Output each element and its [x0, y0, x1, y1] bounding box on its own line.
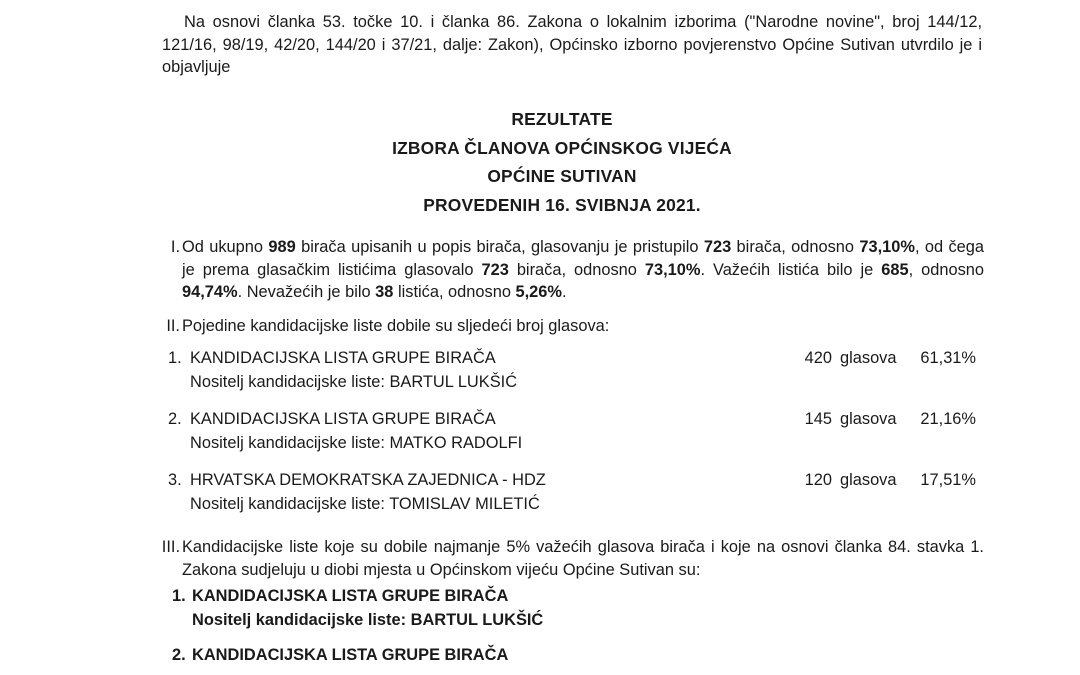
list-name: KANDIDACIJSKA LISTA GRUPE BIRAČA	[192, 587, 509, 605]
list-name: HRVATSKA DEMOKRATSKA ZAJEDNICA - HDZ	[190, 471, 546, 489]
list-number: 1.	[172, 587, 186, 605]
votes-unit: glasova	[840, 349, 897, 367]
list-holder: Nositelj kandidacijske liste: TOMISLAV MILETIĆ	[190, 495, 540, 513]
list-number: 2.	[172, 646, 186, 664]
turnout-percent: 73,10%	[859, 238, 915, 256]
registered-voters-count: 989	[268, 238, 296, 256]
section-2	[150, 315, 984, 338]
voted-count: 723	[703, 238, 732, 256]
title-line-1: REZULTATE	[511, 109, 613, 129]
list-percent: 17,51%	[920, 471, 976, 489]
section-1-number: I.	[170, 238, 180, 256]
s1-text-part: .	[561, 283, 567, 301]
list-result-1	[168, 346, 980, 394]
section-3-number: III.	[161, 538, 180, 556]
section-1-text	[182, 236, 984, 304]
title-line-4: PROVEDENIH 16. SVIBNJA 2021.	[423, 194, 701, 215]
list-name: KANDIDACIJSKA LISTA GRUPE BIRAČA	[192, 646, 509, 664]
list-votes: 145	[804, 410, 832, 428]
list-percent: 61,31%	[920, 349, 976, 367]
invalid-ballots-percent: 5,26%	[515, 283, 562, 301]
s1-text-part: listića, odnosno	[393, 283, 516, 301]
list-votes: 120	[804, 471, 832, 489]
s1-text-part: . Važećih listića bilo je	[700, 260, 882, 279]
intro-paragraph	[162, 11, 982, 79]
s1-text-part: Od ukupno	[182, 238, 269, 256]
title-line-3: OPĆINE SUTIVAN	[487, 166, 637, 186]
list-name: KANDIDACIJSKA LISTA GRUPE BIRAČA	[190, 410, 496, 428]
section-2-text: Pojedine kandidacijske liste dobile su sljedeći broj glasova:	[182, 317, 610, 335]
list-holder: Nositelj kandidacijske liste: MATKO RADOLFI	[190, 434, 523, 452]
list-number: 3.	[168, 471, 182, 489]
eligible-list-1	[172, 584, 543, 632]
section-1	[150, 236, 984, 304]
ballot-votes-count: 723	[481, 260, 509, 279]
s1-text-part: , od čega je prema glasačkim listićima glasovalo	[182, 238, 984, 279]
s1-text-part: birača upisanih u popis birača, glasovanju je pristupilo	[295, 238, 704, 256]
list-holder: Nositelj kandidacijske liste: BARTUL LUKŠIĆ	[192, 611, 544, 629]
intro-text: Na osnovi članka 53. točke 10. i članka 86. Zakona o lokalnim izborima ("Narodne novine", broj 144/12, 121/16, 98/19, 42/20, 144/20 i 37/21, dalje: Zakon), Općinsko izborno povjerenstvo Općine Sutivan utvrdilo je i objavljuje	[162, 13, 982, 76]
votes-unit: glasova	[840, 471, 897, 489]
list-holder: Nositelj kandidacijske liste: BARTUL LUKŠIĆ	[190, 373, 518, 391]
s1-text-part: birača, odnosno	[508, 260, 645, 279]
s1-text-part: , odnosno	[908, 260, 985, 279]
list-percent: 21,16%	[920, 410, 976, 428]
list-result-2	[168, 407, 980, 455]
votes-unit: glasova	[840, 410, 897, 428]
valid-ballots-percent: 94,74%	[182, 283, 238, 301]
document-title	[0, 105, 1080, 219]
invalid-ballots-count: 38	[375, 283, 394, 301]
list-votes: 420	[804, 349, 832, 367]
eligible-list-2	[172, 643, 508, 667]
ballot-votes-percent: 73,10%	[644, 260, 701, 279]
s1-text-part: birača, odnosno	[731, 238, 860, 256]
s1-text-part: . Nevažećih je bilo	[237, 283, 376, 301]
title-line-2: IZBORA ČLANOVA OPĆINSKOG VIJEĆA	[392, 137, 732, 158]
list-number: 2.	[168, 410, 182, 428]
section-2-number: II.	[166, 317, 180, 335]
section-3	[150, 536, 984, 581]
section-3-text: Kandidacijske liste koje su dobile najmanje 5% važećih glasova birača i koje na osnovi članka 84. stavka 1. Zakona sudjeluju u diobi mjesta u Općinskom vijeću Općine Sutivan su:	[182, 538, 984, 579]
list-result-3	[168, 468, 980, 516]
valid-ballots-count: 685	[881, 260, 909, 279]
list-number: 1.	[168, 349, 182, 367]
list-name: KANDIDACIJSKA LISTA GRUPE BIRAČA	[190, 349, 496, 367]
